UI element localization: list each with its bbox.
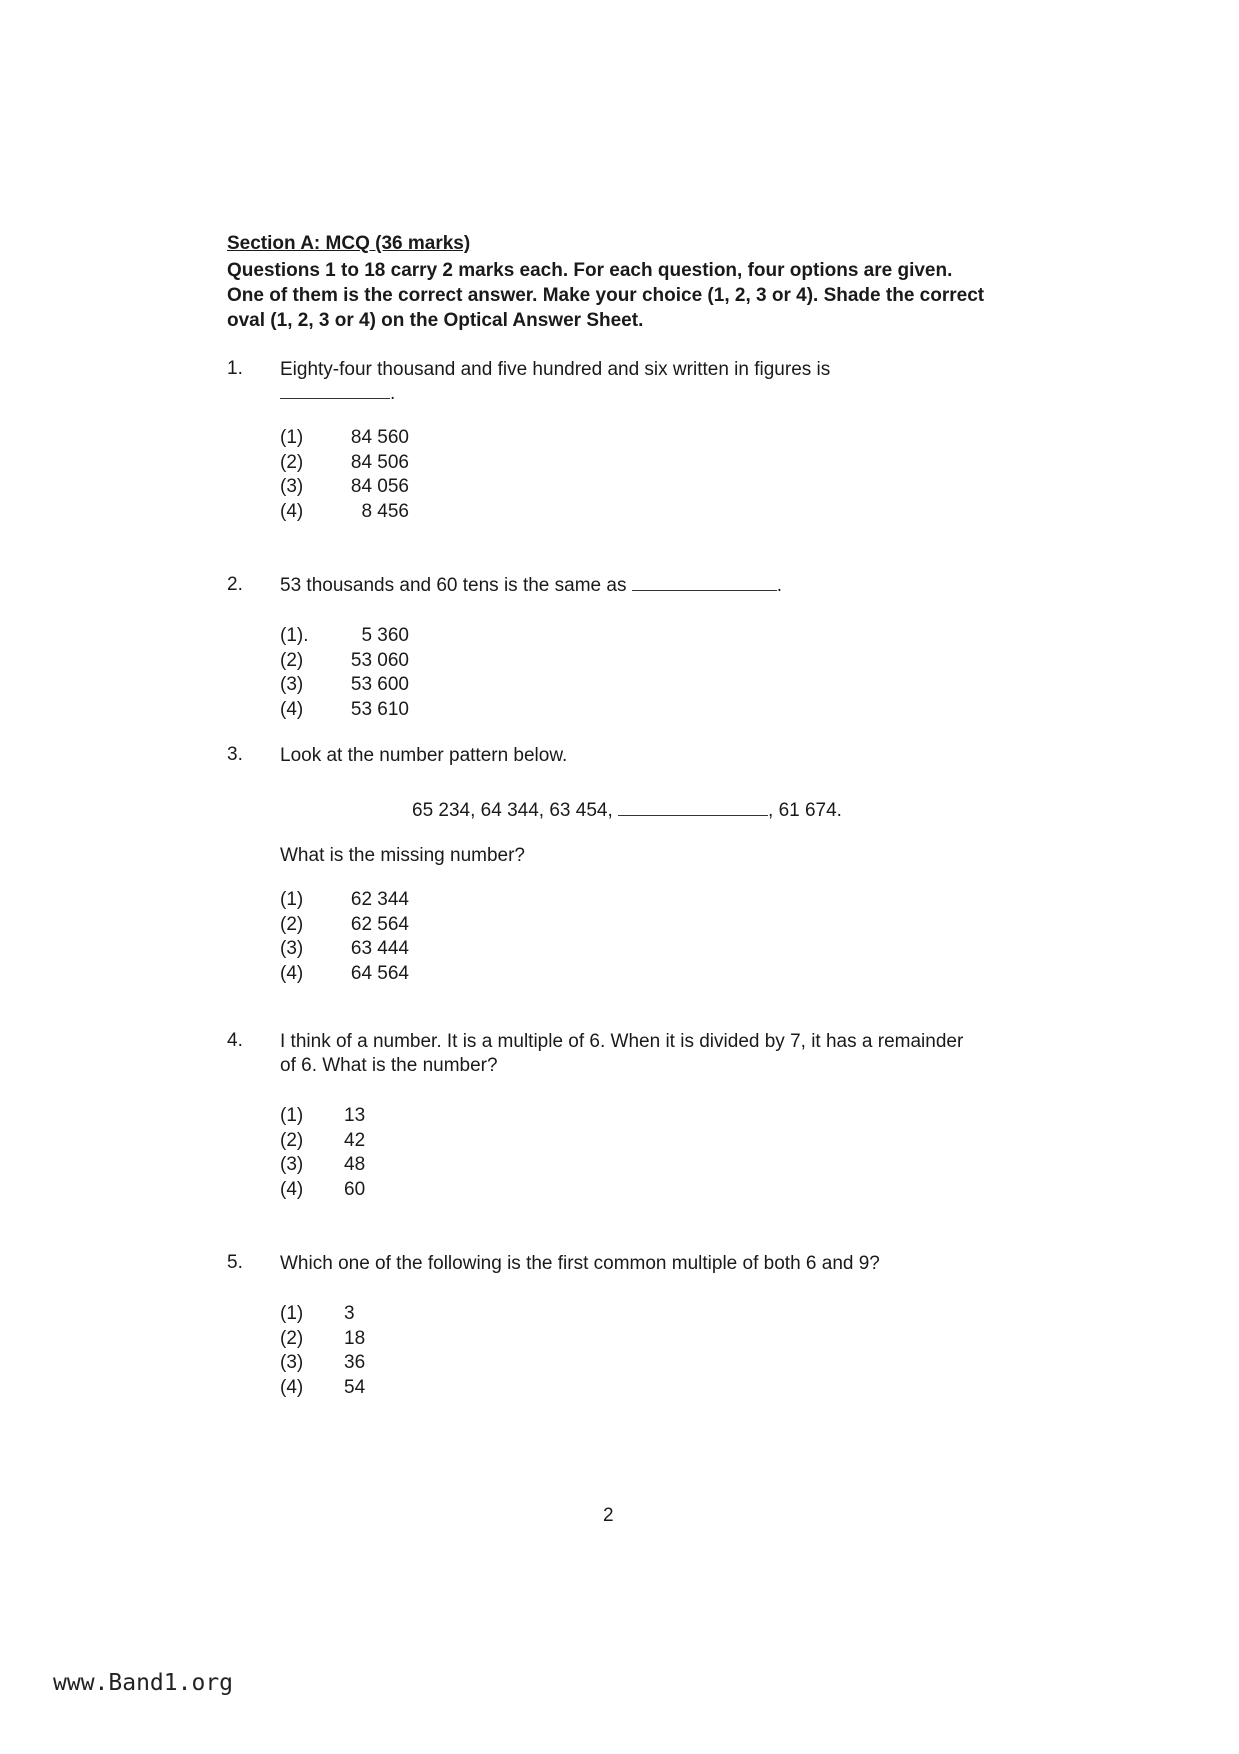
options-list (280, 1104, 409, 1202)
question-suffix: . (776, 575, 783, 596)
pattern-start: 65 234, 64 344, 63 454, (412, 800, 613, 821)
option[interactable]: (2) 42 (280, 1129, 366, 1151)
answer-blank (632, 590, 777, 591)
option[interactable]: (1) 3 (280, 1303, 355, 1324)
option[interactable]: (4) 60 (280, 1178, 366, 1200)
option[interactable]: (4) 64 564 (280, 962, 409, 984)
option[interactable]: (4) 54 (280, 1376, 366, 1398)
question-text: Which one of the following is the first common multiple of both 6 and 9? (280, 1253, 880, 1274)
question-suffix: . (390, 383, 396, 404)
option[interactable]: (2) 53 060 (280, 649, 409, 671)
question-number: 5. (227, 1252, 243, 1273)
option[interactable]: (1) 13 (280, 1105, 366, 1126)
option[interactable]: (4) 53 610 (280, 698, 409, 720)
option[interactable]: (2) 18 (280, 1327, 366, 1349)
watermark-url: www.Band1.org (53, 1670, 234, 1696)
options-list (280, 1302, 409, 1400)
question-text (280, 358, 980, 406)
options-list (280, 624, 409, 722)
option[interactable]: (2) 62 564 (280, 913, 409, 935)
answer-blank (280, 398, 390, 399)
number-pattern (412, 800, 842, 822)
question-subtext: What is the missing number? (280, 845, 525, 866)
question-text (280, 574, 980, 598)
question-number: 2. (227, 574, 243, 595)
answer-blank (618, 815, 768, 816)
question-number: 3. (227, 744, 243, 765)
option[interactable]: (3) 36 (280, 1352, 366, 1373)
option[interactable]: (1) 62 344 (280, 889, 409, 910)
question-number: 4. (227, 1030, 243, 1051)
question-stem: 53 thousands and 60 tens is the same as (280, 575, 627, 596)
option[interactable]: (3) 84 056 (280, 476, 409, 497)
options-list (280, 888, 409, 986)
option[interactable]: (3) 48 (280, 1154, 366, 1175)
option[interactable]: (1). 5 360 (280, 625, 409, 646)
option[interactable]: (3) 53 600 (280, 674, 409, 695)
question-text: Look at the number pattern below. (280, 745, 568, 766)
question-number: 1. (227, 358, 243, 379)
option[interactable]: (1) 84 560 (280, 427, 409, 448)
question-stem: Eighty-four thousand and five hundred and six written in figures is (280, 359, 831, 380)
option[interactable]: (4) 8 456 (280, 500, 409, 522)
page-number: 2 (603, 1505, 614, 1526)
options-list (280, 426, 409, 524)
option[interactable]: (2) 84 506 (280, 451, 409, 473)
option[interactable]: (3) 63 444 (280, 938, 409, 959)
section-heading: Section A: MCQ (36 marks) (227, 233, 471, 254)
pattern-end: , 61 674. (768, 800, 842, 821)
question-text: I think of a number. It is a multiple of 6. When it is divided by 7, it has a remainder of 6. What is the number? (280, 1031, 964, 1076)
section-instructions: Questions 1 to 18 carry 2 marks each. For each question, four options are given. One of them is the correct answer. Make your choice (1, 2, 3 or 4). Shade the correct oval (1, 2, 3 or 4) on the Optical Answer Sheet. (227, 260, 985, 331)
